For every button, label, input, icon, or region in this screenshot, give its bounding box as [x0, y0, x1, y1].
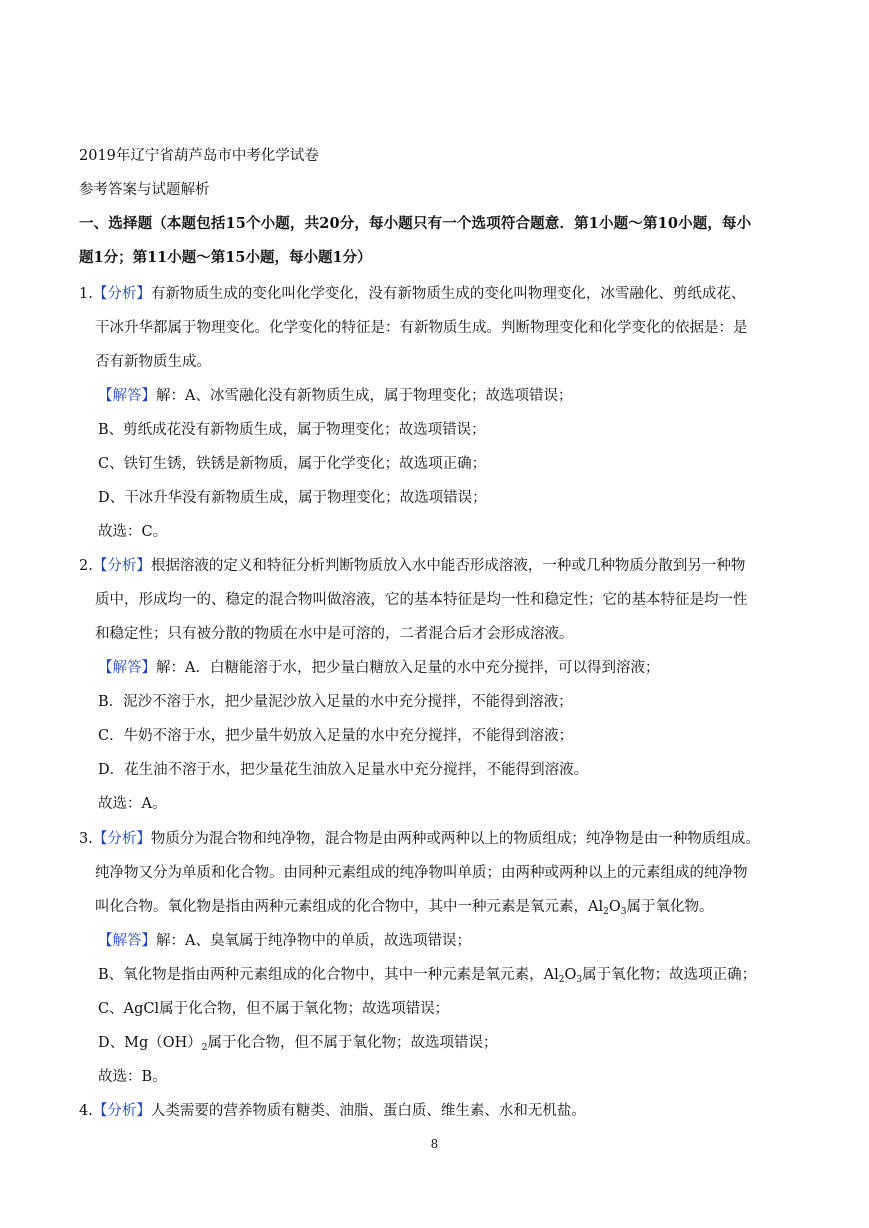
- answer-text: 属于氧化物；故选项正确；: [582, 967, 757, 983]
- question-number: 1.: [79, 286, 93, 302]
- question-number: 2.: [79, 558, 93, 574]
- q1-analysis-line3: 否有新物质生成。: [95, 354, 211, 370]
- answer-tag: 【解答】: [98, 660, 156, 676]
- document-subtitle: 参考答案与试题解析: [79, 182, 210, 198]
- answer-text: 解：A、冰雪融化没有新物质生成，属于物理变化；故选项错误；: [156, 388, 573, 404]
- q3-answer-line-d: [98, 1033, 498, 1053]
- q3-answer-line-b: [98, 965, 756, 985]
- q1-answer-line-d: D、干冰升华没有新物质生成，属于物理变化；故选项错误；: [98, 490, 487, 506]
- q2-analysis-line3: 和稳定性；只有被分散的物质在水中是可溶的，二者混合后才会形成溶液。: [95, 626, 574, 642]
- answer-text: B、氧化物是指由两种元素组成的化合物中，其中一种元素是氧元素，Al: [98, 967, 559, 983]
- subscript: 2: [603, 907, 609, 917]
- document-title: 2019年辽宁省葫芦岛市中考化学试卷: [79, 148, 319, 164]
- answer-tag: 【解答】: [98, 388, 156, 404]
- q3-answer-line-c: C、AgCl属于化合物，但不属于氧化物；故选项错误；: [98, 1001, 450, 1017]
- q2-answer-line1: [98, 658, 659, 678]
- q1-answer-line1: [98, 386, 572, 406]
- answer-text: 解：A．白糖能溶于水，把少量白糖放入足量的水中充分搅拌，可以得到溶液；: [156, 660, 660, 676]
- page-number: 8: [430, 1137, 439, 1151]
- question-number: 3.: [79, 831, 93, 847]
- q1-analysis-line2: 干冰升华都属于物理变化。化学变化的特征是：有新物质生成。判断物理变化和化学变化的依据是：是: [95, 320, 748, 336]
- q1-analysis-line1: [79, 284, 745, 304]
- analysis-tag: 【分析】: [92, 1103, 151, 1119]
- q2-choice: 故选：A。: [98, 796, 167, 812]
- answer-tag: 【解答】: [98, 933, 156, 949]
- answer-text: 属于化合物，但不属于氧化物；故选项错误；: [207, 1035, 498, 1051]
- answer-text: D、Mg（OH）: [98, 1035, 202, 1051]
- q3-analysis-line3: [95, 897, 713, 917]
- subscript: 3: [576, 975, 583, 985]
- analysis-text: 根据溶液的定义和特征分析判断物质放入水中能否形成溶液，一种或几种物质分散到另一种物: [150, 558, 746, 574]
- formula-part: O: [564, 967, 577, 983]
- section-heading-line1: 一、选择题（本题包括15个小题，共20分，每小题只有一个选项符合题意．第1小题～第10小题，每小: [79, 215, 752, 232]
- q1-answer-line-b: B、剪纸成花没有新物质生成，属于物理变化；故选项错误；: [98, 422, 486, 438]
- q2-answer-line-c: C．牛奶不溶于水，把少量牛奶放入足量的水中充分搅拌，不能得到溶液；: [98, 728, 574, 744]
- analysis-tag: 【分析】: [92, 286, 151, 302]
- formula-part: O: [608, 899, 621, 915]
- question-number: 4.: [79, 1103, 93, 1119]
- section-heading-line2: 题1分；第11小题～第15小题，每小题1分）: [79, 249, 372, 266]
- analysis-tag: 【分析】: [92, 831, 151, 847]
- analysis-tag: 【分析】: [92, 558, 151, 574]
- q1-answer-line-c: C、铁钉生锈，铁锈是新物质，属于化学变化；故选项正确；: [98, 456, 487, 472]
- analysis-text: 属于氧化物。: [626, 899, 714, 915]
- analysis-text: 有新物质生成的变化叫化学变化，没有新物质生成的变化叫物理变化，冰雪融化、剪纸成花、: [150, 286, 746, 302]
- q2-answer-line-d: D．花生油不溶于水，把少量花生油放入足量水中充分搅拌，不能得到溶液。: [98, 762, 589, 778]
- subscript: 2: [558, 975, 565, 985]
- q3-choice: 故选：B。: [98, 1069, 167, 1085]
- q3-analysis-line2: 纯净物又分为单质和化合物。由同种元素组成的纯净物叫单质；由两种或两种以上的元素组成的纯净物: [95, 865, 748, 881]
- q3-analysis-line1: [79, 829, 760, 849]
- q2-answer-line-b: B．泥沙不溶于水，把少量泥沙放入足量的水中充分搅拌，不能得到溶液；: [98, 694, 573, 710]
- analysis-text: 人类需要的营养物质有糖类、油脂、蛋白质、维生素、水和无机盐。: [150, 1103, 586, 1119]
- analysis-text: 叫化合物。氧化物是指由两种元素组成的化合物中，其中一种元素是氧元素，Al: [95, 899, 604, 915]
- subscript: 3: [620, 907, 627, 917]
- answer-text: 解：A、臭氧属于纯净物中的单质，故选项错误；: [156, 933, 471, 949]
- q1-choice: 故选：C。: [98, 524, 168, 540]
- q3-answer-line1: [98, 931, 471, 951]
- subscript: 2: [201, 1043, 208, 1053]
- analysis-text: 物质分为混合物和纯净物，混合物是由两种或两种以上的物质组成；纯净物是由一种物质组成。: [150, 831, 760, 847]
- q2-analysis-line1: [79, 556, 745, 576]
- q4-analysis-line1: [79, 1101, 586, 1121]
- q2-analysis-line2: 质中，形成均一的、稳定的混合物叫做溶液，它的基本特征是均一性和稳定性；它的基本特征是均一性: [95, 592, 748, 608]
